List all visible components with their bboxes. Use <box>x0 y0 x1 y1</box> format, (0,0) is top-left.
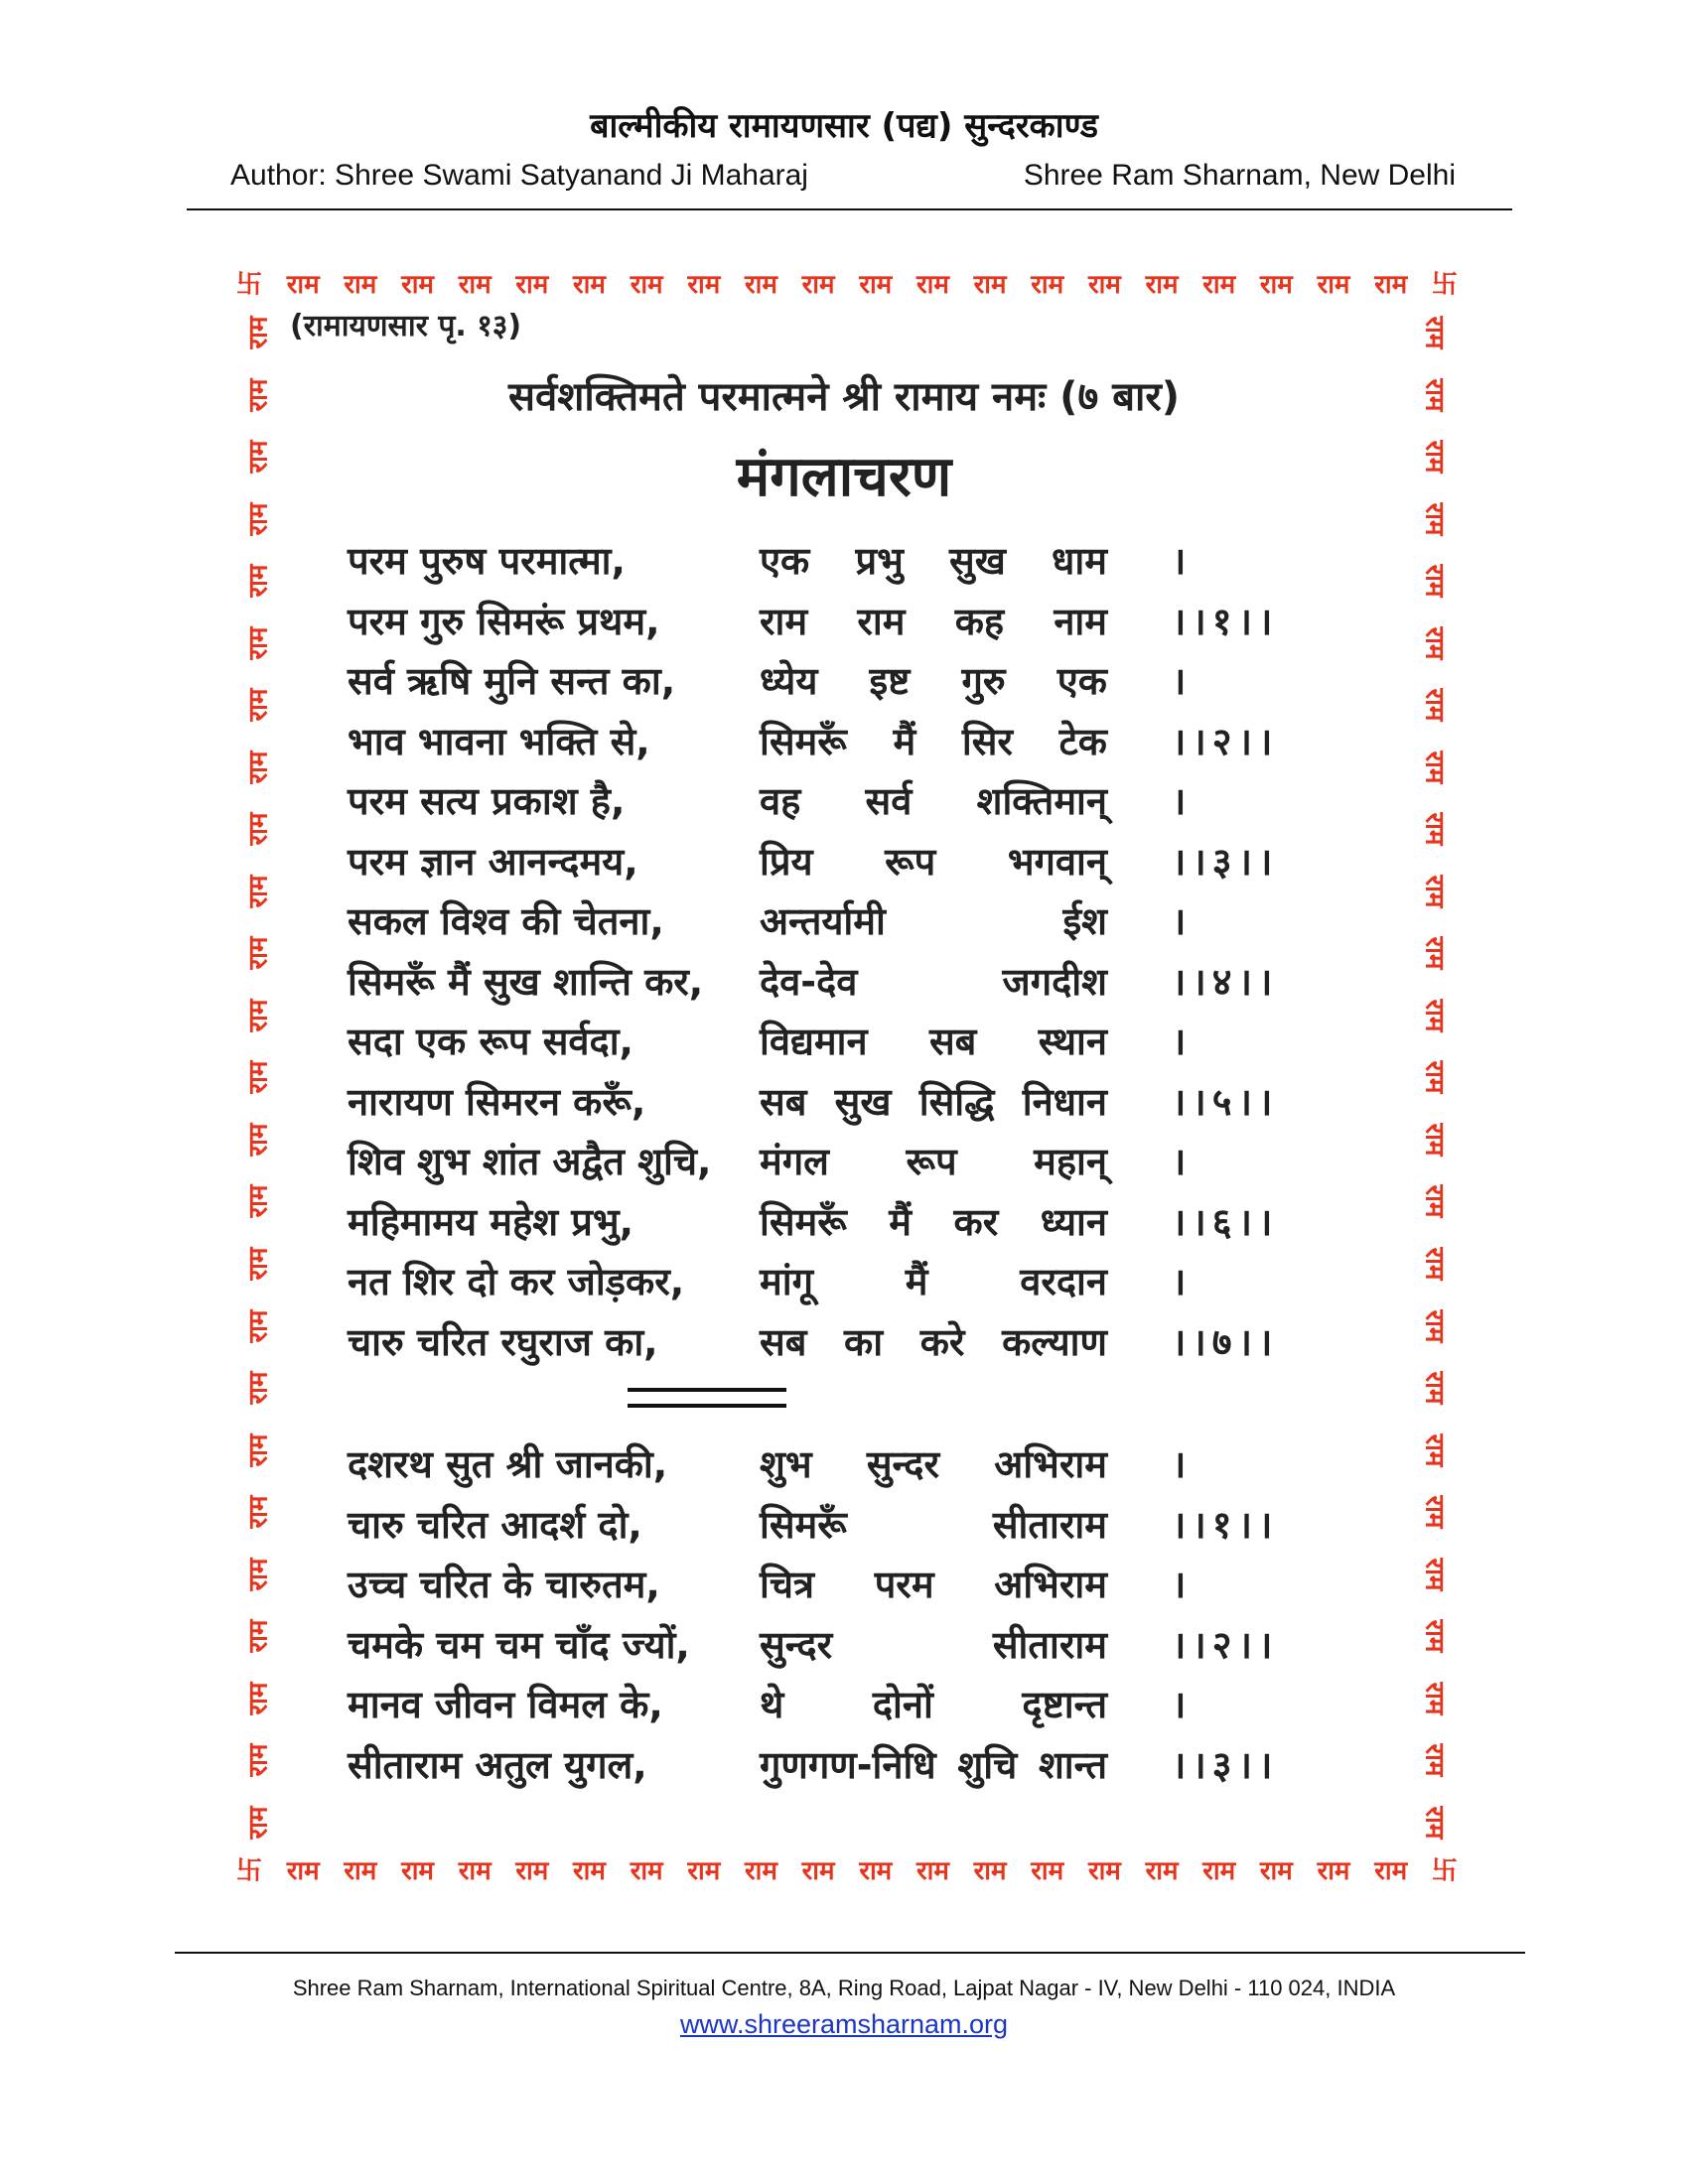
verse-number: । <box>1172 1020 1193 1063</box>
ram-word: राम <box>1418 1247 1449 1281</box>
ram-word: राम <box>242 1743 273 1777</box>
verse-line <box>348 827 1340 887</box>
verse-number: ।।४।। <box>1172 959 1279 1004</box>
ram-word: राम <box>1145 1856 1179 1886</box>
verse-second-half: एक प्रभु सुख धाम <box>760 539 1107 583</box>
verse-line <box>348 1067 1340 1128</box>
verse-number: ।।१।। <box>1172 1502 1279 1547</box>
ram-word: राम <box>1418 999 1449 1032</box>
ram-word: राम <box>915 270 949 300</box>
ram-word: राम <box>801 1856 835 1886</box>
verse-second-half: प्रिय रूप भगवान् <box>760 839 1107 884</box>
verse-line <box>348 707 1340 767</box>
verse-number: । <box>1172 659 1193 703</box>
ram-word: राम <box>630 1856 663 1886</box>
verse-line <box>348 947 1340 1008</box>
verse-number: ।।५।। <box>1172 1079 1279 1124</box>
verse-number: ।।३।। <box>1172 839 1279 884</box>
verse-first-half: उच्च चरित के चारुतम, <box>348 1563 660 1606</box>
verse-first-half: चारु चरित रघुराज का, <box>348 1319 658 1364</box>
verse-first-half: परम पुरुष परमात्मा, <box>348 539 626 583</box>
ram-word: राम <box>458 270 492 300</box>
page-header-title: बाल्मीकीय रामायणसार (पद्य) सुन्दरकाण्ड <box>590 106 1098 146</box>
verse-number: । <box>1172 539 1193 583</box>
verse-second-half: अन्तर्यामी ईश <box>760 899 1107 943</box>
ram-word: राम <box>242 1247 273 1281</box>
ram-word: राम <box>1418 812 1449 846</box>
ram-word: राम <box>1418 502 1449 536</box>
ram-word: राम <box>1418 564 1449 598</box>
ram-word: राम <box>286 270 320 300</box>
ram-word: राम <box>1418 1433 1449 1467</box>
verse-line <box>348 587 1340 647</box>
ram-word: राम <box>1418 626 1449 660</box>
verse-second-half: गुणगण-निधि शुचि शान्त <box>760 1742 1107 1787</box>
ram-word: राम <box>1418 440 1449 474</box>
ram-word: राम <box>687 1856 721 1886</box>
verse-first-half: सदा एक रूप सर्वदा, <box>348 1020 633 1063</box>
verse-first-half: भाव भावना भक्ति से, <box>348 719 650 763</box>
ram-word: राम <box>573 270 606 300</box>
ram-word: राम <box>1418 1558 1449 1591</box>
ram-word: राम <box>242 1806 273 1840</box>
verse-second-half: सिमरूँ सीताराम <box>760 1502 1107 1547</box>
verse-first-half: परम सत्य प्रकाश है, <box>348 779 626 823</box>
verse-number: ।।७।। <box>1172 1319 1279 1364</box>
verse-second-half: सब सुख सिद्धि निधान <box>760 1079 1107 1124</box>
footer-address: Shree Ram Sharnam, International Spiritual Centre, 8A, Ring Road, Lajpat Nagar - IV, New Delhi - 110 024, INDIA <box>292 1976 1396 2000</box>
verse-first-half: मानव जीवन विमल के, <box>348 1683 663 1726</box>
ram-word: राम <box>242 1309 273 1342</box>
verse-line <box>348 766 1340 827</box>
ram-word: राम <box>573 1856 606 1886</box>
ram-word: राम <box>242 1619 273 1653</box>
ram-word: राम <box>242 316 273 349</box>
ram-border-top <box>236 263 1458 307</box>
verse-number: । <box>1172 1442 1193 1486</box>
ram-word: राम <box>242 1123 273 1157</box>
verse-number: । <box>1172 899 1193 943</box>
verse-number: । <box>1172 1260 1193 1303</box>
footer-divider <box>175 1952 1525 1954</box>
author-line: Author: Shree Swami Satyanand Ji Maharaj <box>230 159 808 192</box>
verse-line <box>348 526 1340 587</box>
ram-word: राम <box>1418 1806 1449 1840</box>
ram-word: राम <box>1374 1856 1408 1886</box>
verse-second-half: शुभ सुन्दर अभिराम <box>760 1442 1107 1486</box>
ram-border-left <box>238 306 278 1849</box>
ram-word: राम <box>1418 1743 1449 1777</box>
verse-first-half: शिव शुभ शांत अद्वैत शुचि, <box>348 1140 712 1183</box>
ram-word: राम <box>242 936 273 970</box>
ram-word: राम <box>344 270 377 300</box>
verse-second-half: देव-देव जगदीश <box>760 959 1107 1004</box>
verse-second-half: सुन्दर सीताराम <box>760 1622 1107 1667</box>
invocation-line: सर्वशक्तिमते परमात्मने श्री रामाय नमः (७ बार) <box>507 374 1181 420</box>
ram-word: राम <box>1418 316 1449 349</box>
website-link[interactable]: www.shreeramsharnam.org <box>679 2009 1009 2039</box>
organization-line: Shree Ram Sharnam, New Delhi <box>1023 159 1456 192</box>
verse-line <box>348 1610 1340 1671</box>
ram-word: राम <box>242 751 273 784</box>
ram-word: राम <box>242 1682 273 1715</box>
ram-word: राम <box>1418 1123 1449 1157</box>
verse-first-half: सकल विश्व की चेतना, <box>348 899 664 943</box>
swastika-icon: 卐 <box>1431 270 1458 300</box>
ram-word: राम <box>515 1856 549 1886</box>
swastika-icon: 卐 <box>1431 1856 1458 1886</box>
verse-number: ।।२।। <box>1172 1622 1279 1667</box>
ram-word: राम <box>1317 1856 1350 1886</box>
ram-word: राम <box>1418 1371 1449 1405</box>
ram-word: राम <box>1418 1495 1449 1529</box>
verse-second-half: ध्येय इष्ट गुरु एक <box>760 659 1107 703</box>
verse-first-half: नत शिर दो कर जोड़कर, <box>348 1260 685 1303</box>
ram-word: राम <box>401 270 434 300</box>
verse-line <box>348 1430 1340 1490</box>
verse-line <box>348 1730 1340 1791</box>
ram-word: राम <box>1418 688 1449 722</box>
verse-number: । <box>1172 1683 1193 1726</box>
ram-word: राम <box>242 1060 273 1094</box>
ram-word: राम <box>973 270 1007 300</box>
verse-number: ।।६।। <box>1172 1199 1279 1244</box>
verse-second-half: विद्यमान सब स्थान <box>760 1020 1107 1063</box>
verse-first-half: नारायण सिमरन करूँ, <box>348 1079 646 1124</box>
ram-word: राम <box>1418 1184 1449 1218</box>
swastika-icon: 卐 <box>236 1856 263 1886</box>
ram-border-right <box>1414 306 1454 1849</box>
ram-word: राम <box>1202 270 1236 300</box>
ram-word: राम <box>687 270 721 300</box>
ram-word: राम <box>1202 1856 1236 1886</box>
verse-first-half: चारु चरित आदर्श दो, <box>348 1502 642 1547</box>
ram-word: राम <box>915 1856 949 1886</box>
ram-word: राम <box>1418 936 1449 970</box>
ram-word: राम <box>1259 270 1293 300</box>
ram-word: राम <box>242 1184 273 1218</box>
verse-line <box>348 1127 1340 1187</box>
ram-word: राम <box>1087 1856 1121 1886</box>
ram-word: राम <box>242 378 273 411</box>
ram-word: राम <box>859 270 893 300</box>
verse-first-half: महिमामय महेश प्रभु, <box>348 1199 634 1244</box>
verse-first-half: परम ज्ञान आनन्दमय, <box>348 839 638 884</box>
ram-word: राम <box>1087 270 1121 300</box>
double-rule-separator <box>628 1388 786 1408</box>
ram-word: राम <box>1317 270 1350 300</box>
ram-word: राम <box>344 1856 377 1886</box>
verse-second-half: सिमरूँ मैं कर ध्यान <box>760 1199 1107 1244</box>
ram-word: राम <box>1259 1856 1293 1886</box>
verse-first-half: चमके चम चम चाँद ज्यों, <box>348 1622 690 1667</box>
verse-second-half: मंगल रूप महान् <box>760 1140 1107 1183</box>
verse-first-half: दशरथ सुत श्री जानकी, <box>348 1442 668 1486</box>
ram-word: राम <box>286 1856 320 1886</box>
verse-first-half: सीताराम अतुल युगल, <box>348 1742 647 1787</box>
ram-word: राम <box>242 1433 273 1467</box>
verse-second-half: मांगू मैं वरदान <box>760 1260 1107 1303</box>
verse-line <box>348 646 1340 707</box>
verse-second-half: वह सर्व शक्तिमान् <box>760 779 1107 823</box>
verse-line <box>348 1550 1340 1610</box>
verse-line <box>348 887 1340 947</box>
verse-second-half: चित्र परम अभिराम <box>760 1563 1107 1606</box>
verse-number: । <box>1172 779 1193 823</box>
ram-word: राम <box>1418 1060 1449 1094</box>
verse-first-half: सर्व ऋषि मुनि सन्त का, <box>348 659 676 703</box>
verse-line <box>348 1187 1340 1248</box>
ram-word: राम <box>242 688 273 722</box>
verse-line <box>348 1307 1340 1368</box>
ram-word: राम <box>1418 1682 1449 1715</box>
page-reference: (रामायणसार पृ. १३) <box>290 309 522 343</box>
ram-word: राम <box>242 564 273 598</box>
verse-number: ।।२।। <box>1172 719 1279 763</box>
ram-word: राम <box>242 1371 273 1405</box>
ram-word: राम <box>1418 1309 1449 1342</box>
verse-second-half: सब का करे कल्याण <box>760 1319 1107 1364</box>
ram-word: राम <box>859 1856 893 1886</box>
ram-word: राम <box>515 270 549 300</box>
swastika-icon: 卐 <box>236 270 263 300</box>
ram-word: राम <box>242 999 273 1032</box>
ram-word: राम <box>242 812 273 846</box>
ram-word: राम <box>242 1558 273 1591</box>
verse-number: । <box>1172 1563 1193 1606</box>
verse-block-sitaram <box>348 1430 1340 1790</box>
ram-word: राम <box>1418 378 1449 411</box>
ram-word: राम <box>1031 1856 1064 1886</box>
verse-line <box>348 1007 1340 1067</box>
verse-line <box>348 1490 1340 1551</box>
verse-second-half: राम राम कह नाम <box>760 599 1107 643</box>
ram-word: राम <box>242 440 273 474</box>
ram-word: राम <box>973 1856 1007 1886</box>
ram-word: राम <box>630 270 663 300</box>
ram-word: राम <box>1418 751 1449 784</box>
verse-block-mangalacharan <box>348 526 1340 1367</box>
verse-number: ।।१।। <box>1172 599 1279 643</box>
header-divider <box>187 208 1512 210</box>
ram-word: राम <box>1031 270 1064 300</box>
ram-word: राम <box>745 1856 777 1886</box>
verse-number: ।।३।। <box>1172 1742 1279 1787</box>
ram-word: राम <box>1145 270 1179 300</box>
verse-second-half: थे दोनों दृष्टान्त <box>760 1683 1107 1726</box>
ram-word: राम <box>242 1495 273 1529</box>
ram-word: राम <box>242 875 273 908</box>
verse-line <box>348 1247 1340 1307</box>
ram-word: राम <box>1418 875 1449 908</box>
ram-word: राम <box>745 270 777 300</box>
ram-border-bottom <box>236 1849 1458 1893</box>
verse-line <box>348 1670 1340 1730</box>
ram-word: राम <box>1374 270 1408 300</box>
section-title: मंगलाचरण <box>736 445 952 509</box>
ram-word: राम <box>1418 1619 1449 1653</box>
ram-word: राम <box>401 1856 434 1886</box>
ram-word: राम <box>801 270 835 300</box>
verse-number: । <box>1172 1140 1193 1183</box>
ram-word: राम <box>242 502 273 536</box>
ram-word: राम <box>458 1856 492 1886</box>
verse-first-half: सिमरूँ मैं सुख शान्ति कर, <box>348 959 704 1004</box>
ram-word: राम <box>242 626 273 660</box>
verse-first-half: परम गुरु सिमरूं प्रथम, <box>348 599 660 643</box>
verse-second-half: सिमरूँ मैं सिर टेक <box>760 719 1107 763</box>
